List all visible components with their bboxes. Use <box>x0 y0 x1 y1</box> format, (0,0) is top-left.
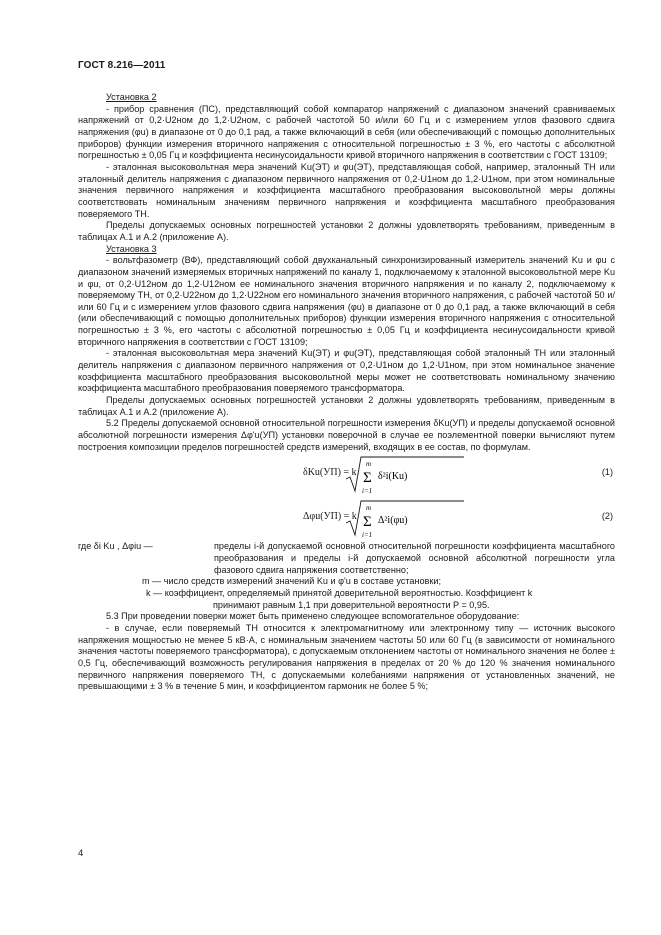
setup3-item-voltphasemeter: - вольтфазометр (ВФ), представляющий собой двухканальный синхронизированный измеритель значений Ku и φu с диапазоном значений измеряемых вторичных напряжений по каналу 1, подключаемому к эталонной высоковольтной мере Ku и φu, от 0,2·U12ном до 1,2·U12ном ее номинального значения вторичного напряжения и по каналу 2, подключаемому к поверяемому ТН, от 0,2·U22ном до 1,2·U22ном его номинального значения вторичного напряжения, с рабочей частотой 50 и/или 60 Гц и с измерением углов фазового сдвига напряжения (φu) в диапазоне от 0 до 0,1 рад, а также включающий в себя (или обеспечивающий с помощью дополнительных приборов) функции измерения вторичного напряжения с относительной погрешностью ± 3 %, его частоты с абсолютной погрешностью ± 0,05 Гц и коэффициента несинусоидальности кривой вторичного напряжения в соответствии с ГОСТ 13109; <box>78 255 615 347</box>
formula-2-radical <box>344 497 464 541</box>
formula-1-number: (1) <box>601 467 613 478</box>
formula-2-lhs: Δφu(УП) = k <box>303 511 357 523</box>
where-def-m: m — число средств измерений значений Ku и φ'u в составе установки; <box>142 576 441 587</box>
sigma-icon: Σ <box>363 470 372 487</box>
formula-1-sum-top: m <box>366 460 372 469</box>
clause-5-2: 5.2 Пределы допускаемой основной относительной погрешности измерения δKu(УП) и пределы допускаемой основной абсолютной погрешности измерения Δφ'u(УП) установки поверочной в случае ее поэлементной поверки вычисляют путем построения композиции пределов погрешностей средств измерений, входящих в ее состав, по формулам. <box>78 418 615 452</box>
document-header: ГОСТ 8.216—2011 <box>78 60 166 71</box>
formula-2-number: (2) <box>601 511 613 522</box>
where-block <box>78 541 615 576</box>
clause-5-3-intro: 5.3 При проведении поверки может быть применено следующее вспомогательное оборудование: <box>106 611 520 622</box>
page-number: 4 <box>78 848 84 859</box>
formula-2 <box>78 497 615 541</box>
formula-2-sum-top: m <box>366 504 372 513</box>
where-def-k-cont: принимают равным 1,1 при доверительной вероятности P = 0,95. <box>213 599 490 610</box>
where-def-deltas: пределы i-й допускаемой основной относительной погрешности коэффициента масштабного преобразования и пределы i-й допускаемой основной абсолютной погрешности угла фазового сдвига напряжения соответственно; <box>214 541 615 575</box>
formula-2-sum-bottom: i=1 <box>362 531 373 540</box>
formula-1-radical <box>344 453 464 497</box>
sigma-icon: Σ <box>363 514 372 531</box>
where-def-k: k — коэффициент, определяемый принятой доверительной вероятностью. Коэффициент k <box>146 587 533 598</box>
formula-1-term: δ²i(Ku) <box>378 471 408 483</box>
setup3-title: Установка 3 <box>106 243 157 254</box>
setup2-item-comparator: - прибор сравнения (ПС), представляющий собой компаратор напряжений с диапазоном значений сравниваемых напряжений от 0,2·U2ном до 1,2·U2ном, с рабочей частотой 50 и/или 60 Гц и с измерением углов фазового сдвига напряжения (φu) в диапазоне от 0 до 0,1 рад, а также включающий в себя (или обеспечивающий с помощью дополнительных приборов) функции измерения вторичного напряжения с относительной погрешностью ± 3 %, его частоты с абсолютной погрешностью ± 0,05 Гц и коэффициента несинусоидальности кривой вторичного напряжения в соответствии с ГОСТ 13109; <box>78 103 615 161</box>
setup2-limits: Пределы допускаемых основных погрешностей установки 2 должны удовлетворять требованиям, приведенным в таблицах А.1 и А.2 (приложение А). <box>78 220 615 242</box>
where-lead: где δi Ku , Δφiu — <box>78 541 153 552</box>
setup3-item-reference-measure: - эталонная высоковольтная мера значений Ku(ЭТ) и φu(ЭТ), представляющая собой эталонный ТН или эталонный делитель напряжения с диапазоном первичного напряжения от 0,2·U1ном до 1,2·U1ном, при этом номинальное значение коэффициента масштабного преобразования высоковольтной меры может не соответствовать номинальному значению коэффициента масштабного преобразования поверяемого трансформатора. <box>78 348 615 394</box>
formula-1 <box>78 453 615 497</box>
formula-1-sum-bottom: i=1 <box>362 487 373 496</box>
clause-5-3-item-hv-source: - в случае, если поверяемый ТН относится к электромагнитному или электронному типу — источник высокого напряжения мощностью не менее 5 кВ·А, с номинальным значением частоты 50 или 60 Гц (в зависимости от номинального значения частоты поверяемого трансформатора), с допускаемым отклонением частоты от номинального значения не более ± 0,5 Гц, обеспечивающий возможность регулирования напряжения в пределах от 20 % до 120 % значения номинального первичного напряжения поверяемого ТН, с допускаемыми колебаниями напряжения от установленных значений, не превышающими ± 3 % в течение 5 мин, и коэффициентом гармоник не более 5 %; <box>78 622 615 692</box>
setup3-limits: Пределы допускаемых основных погрешностей установки 2 должны удовлетворять требованиям, приведенным в таблицах А.1 и А.2 (приложение А). <box>78 395 615 417</box>
setup2-title: Установка 2 <box>106 92 157 102</box>
document-body <box>78 92 615 693</box>
formula-2-term: Δ²i(φu) <box>378 515 408 527</box>
setup2-item-reference-measure: - эталонная высоковольтная мера значений Ku(ЭТ) и φu(ЭТ), представляющая собой, например, эталонный ТН или эталонный делитель напряжения с диапазоном первичного напряжения от 0,2·U1ном до 1,2·U1ном, при этом номинальные значения первичного напряжения и коэффициента масштабного преобразования высоковольтной меры должны соответствовать номинальным значениям первичного напряжения и коэффициента масштабного преобразования поверяемого ТН. <box>78 161 615 219</box>
formula-1-lhs: δKu(УП) = k <box>303 467 357 479</box>
